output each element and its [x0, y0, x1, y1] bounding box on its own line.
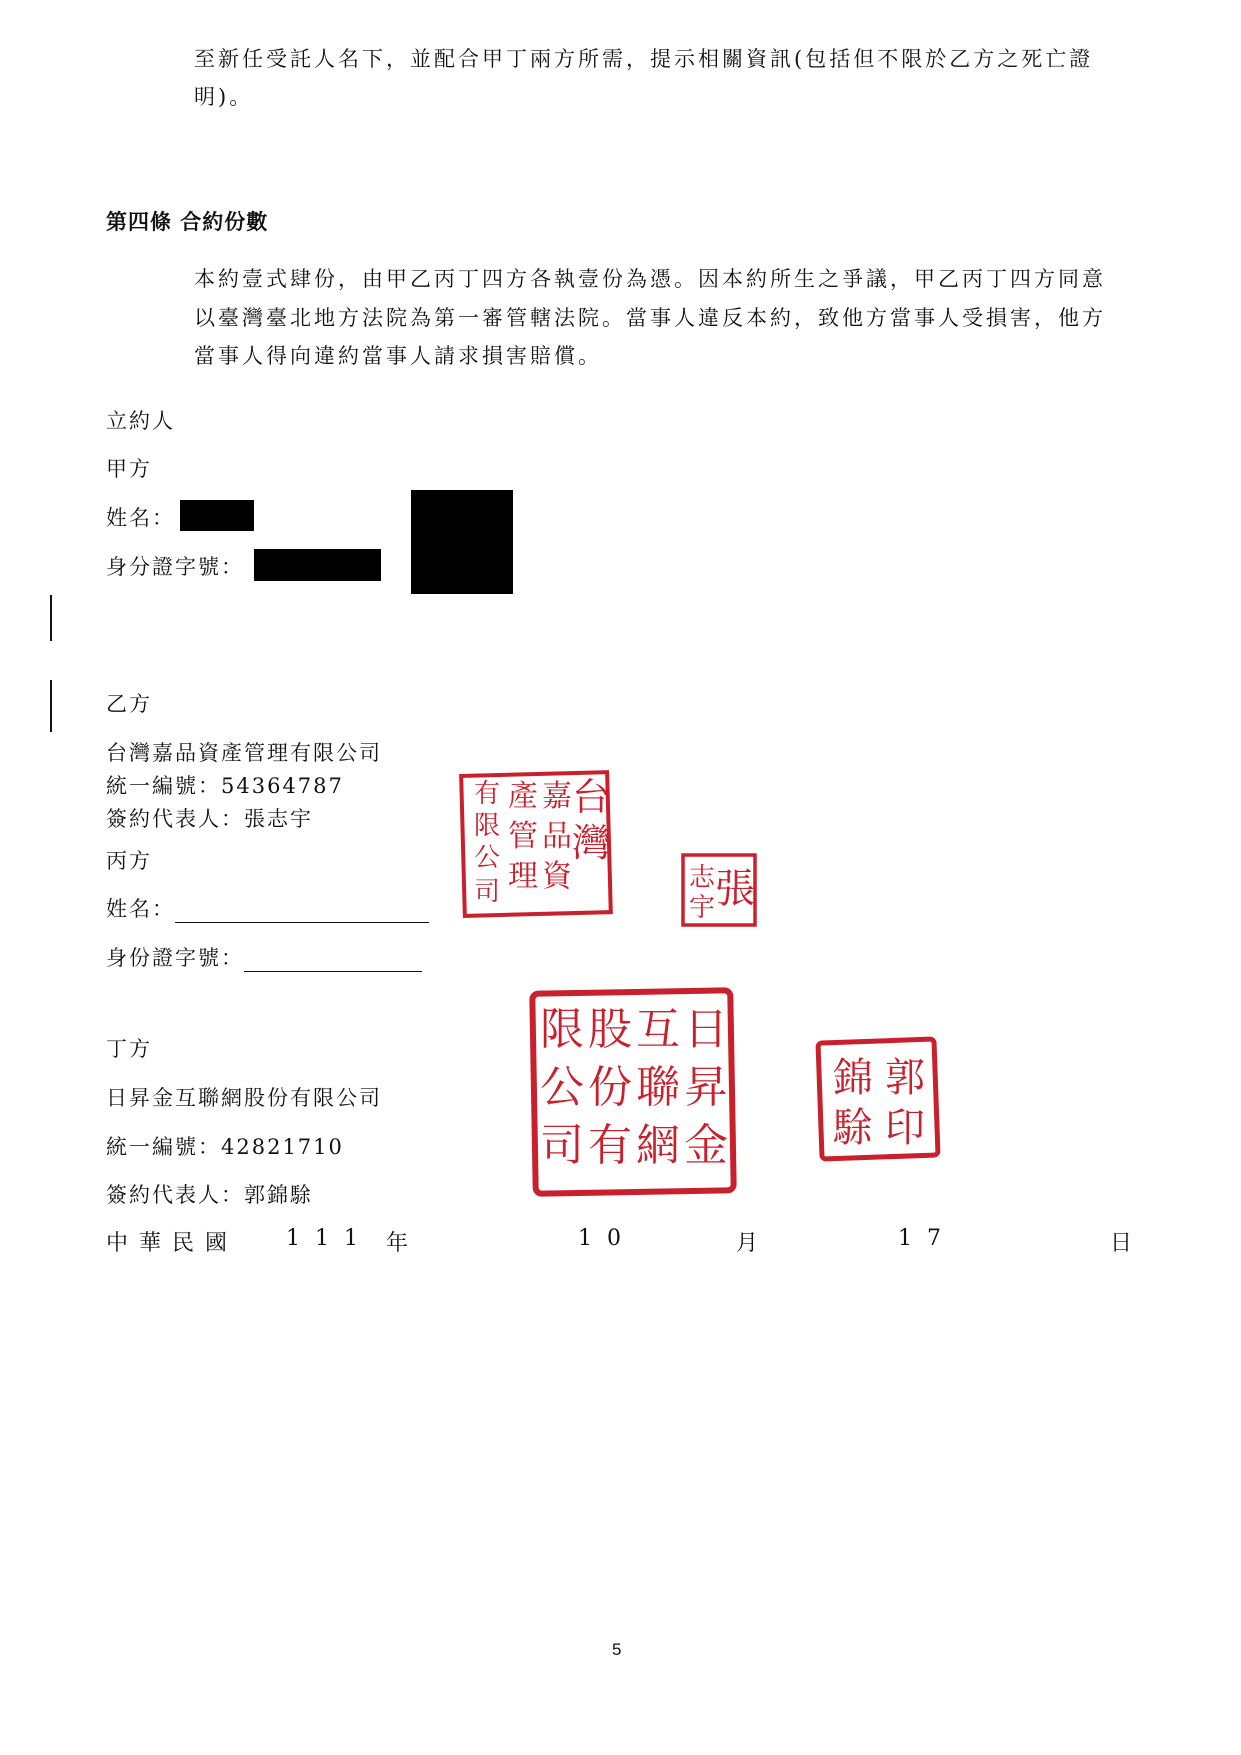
- date-era: 中 華 民 國: [106, 1231, 229, 1256]
- party-a-id-label: 身分證字號：: [106, 555, 244, 579]
- seal-char: 昇: [684, 1062, 728, 1113]
- seal-char: 志: [688, 863, 716, 893]
- party-b-representative: 簽約代表人：張志宇: [106, 807, 313, 831]
- party-d-representative-seal: [815, 1033, 943, 1165]
- party-c-id-blank: [244, 949, 422, 972]
- seal-char: 張: [715, 866, 755, 912]
- party-c-label: 丙方: [106, 849, 152, 873]
- article-4-heading: 第四條 合約份數: [106, 209, 269, 234]
- party-c-id-label: 身份證字號：: [106, 946, 244, 970]
- seal-char: 金: [684, 1120, 728, 1171]
- seal-char: 公: [540, 1062, 584, 1113]
- seal-char: 份: [588, 1062, 632, 1113]
- party-d-company: 日昇金互聯網股份有限公司: [106, 1086, 382, 1110]
- revision-bar: [50, 680, 52, 732]
- seal-char: 理: [508, 859, 538, 894]
- date-month-unit: 月: [736, 1231, 759, 1256]
- seal-char: 品: [542, 819, 572, 854]
- seal-char: 網: [636, 1120, 680, 1171]
- seal-char: 股: [588, 1004, 632, 1055]
- continuation-line-2: 明)。: [194, 85, 254, 109]
- continuation-line-1: 至新任受託人名下，並配合甲丁兩方所需，提示相關資訊(包括但不限於乙方之死亡證: [194, 47, 1094, 71]
- seal-char: 管: [508, 819, 538, 854]
- seal-char: 郭: [885, 1055, 925, 1101]
- seal-char: 產: [508, 779, 538, 814]
- seal-char: 灣: [571, 821, 611, 865]
- revision-bar: [50, 595, 52, 641]
- redacted-id-number: [254, 549, 381, 581]
- redacted-name: [180, 500, 254, 531]
- party-d-tax-id: 統一編號：42821710: [106, 1135, 344, 1159]
- seal-char: 互: [636, 1004, 680, 1055]
- party-d-representative: 簽約代表人：郭錦駼: [106, 1183, 313, 1207]
- seal-char: 聯: [636, 1062, 680, 1113]
- date-year-unit: 年: [386, 1231, 409, 1256]
- party-b-company: 台灣嘉品資產管理有限公司: [106, 741, 382, 765]
- party-c-name-label: 姓名：: [106, 897, 175, 921]
- party-b-representative-seal: [680, 852, 760, 930]
- party-b-label: 乙方: [106, 692, 152, 716]
- seal-char: 錦: [833, 1055, 873, 1101]
- party-b-company-seal: [459, 766, 617, 924]
- article-4-line-1: 本約壹式肆份，由甲乙丙丁四方各執壹份為憑。因本約所生之爭議，甲乙丙丁四方同意: [194, 267, 1106, 291]
- seal-char: 限: [540, 1004, 584, 1055]
- seal-char: 嘉: [542, 779, 572, 814]
- seal-char: 有: [473, 779, 501, 809]
- seal-char: 印: [885, 1105, 925, 1151]
- seal-char: 司: [473, 877, 501, 907]
- date-month: 1 0: [578, 1226, 625, 1251]
- party-c-name-blank: [175, 900, 429, 923]
- party-d-company-seal: [528, 984, 740, 1200]
- date-day-unit: 日: [1110, 1231, 1133, 1256]
- party-b-tax-id: 統一編號：54364787: [106, 774, 344, 798]
- party-a-label: 甲方: [106, 457, 152, 481]
- seal-char: 日: [684, 1004, 728, 1055]
- party-a-name-label: 姓名：: [106, 506, 175, 530]
- seal-char: 限: [473, 811, 501, 841]
- page-number: 5: [612, 1640, 622, 1659]
- seal-char: 資: [542, 859, 572, 894]
- date-year: 1 1 1: [286, 1226, 362, 1251]
- redacted-signature: [411, 490, 513, 594]
- article-4-line-2: 以臺灣臺北地方法院為第一審管轄法院。當事人違反本約，致他方當事人受損害，他方: [194, 306, 1106, 330]
- seal-char: 宇: [688, 893, 716, 923]
- seal-char: 司: [540, 1120, 584, 1171]
- seal-char: 台: [571, 775, 611, 819]
- signatories-title: 立約人: [106, 409, 175, 433]
- seal-char: 公: [473, 843, 501, 873]
- seal-char: 駼: [833, 1105, 873, 1151]
- party-c-name-row: [106, 893, 429, 923]
- article-4-line-3: 當事人得向違約當事人請求損害賠償。: [194, 344, 602, 368]
- seal-char: 有: [588, 1120, 632, 1171]
- party-c-id-row: [106, 942, 422, 972]
- date-day: 1 7: [898, 1226, 945, 1251]
- party-d-label: 丁方: [106, 1037, 152, 1061]
